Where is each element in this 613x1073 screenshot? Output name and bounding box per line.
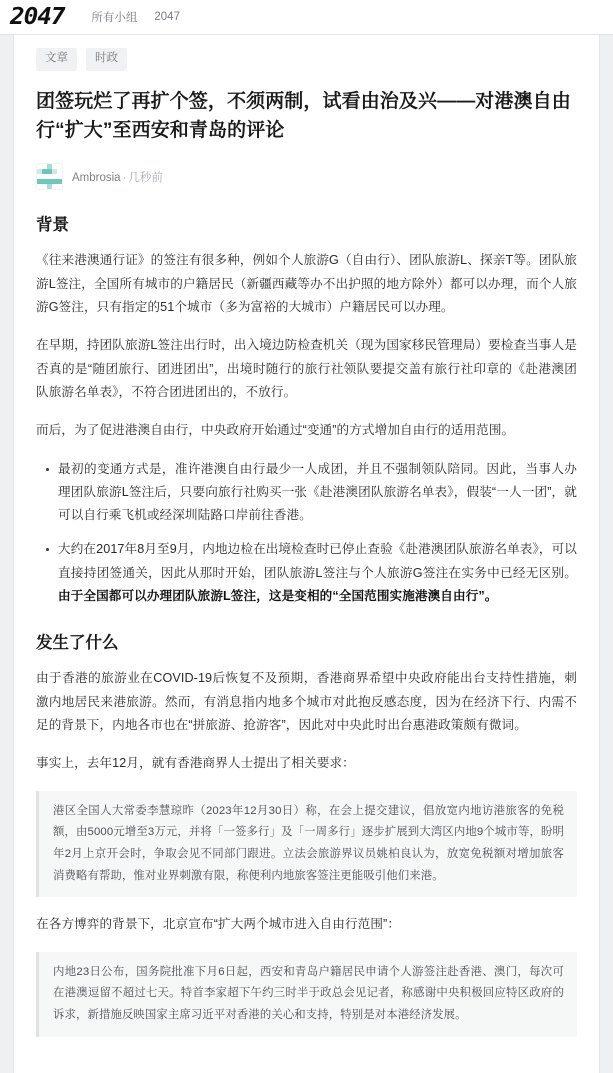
blockquote-text: 港区全国人大常委李慧琼昨（2023年12月30日）称，在会上提交建议，倡放宽内地访港旅客的免税额，由5000元增至3万元，并将「一签多行」及「一周多行」逐步扩展到大湾区内地9个城市等，盼明年2月上京开会时，争取会见不同部门跟进。立法会旅游界议员姚柏良认为，放宽免税额对增加旅客消费略有帮助，惟对业界刺激有限，称便利内地旅客签注更能吸引他们来港。 xyxy=(53,804,564,882)
author-name[interactable]: Ambrosia xyxy=(72,171,121,184)
byline xyxy=(36,163,577,190)
site-logo[interactable]: 2047 xyxy=(10,3,65,30)
tag-politics[interactable]: 时政 xyxy=(86,48,127,71)
tag-article[interactable]: 文章 xyxy=(36,48,77,71)
blockquote xyxy=(36,791,577,898)
page-title: 团签玩烂了再扩个签，不须两制，试看由治及兴——对港澳自由行“扩大”至西安和青岛的评论 xyxy=(36,90,571,141)
article-card xyxy=(13,35,600,1073)
paragraph: 事实上，去年12月，就有香港商界人士提出了相关要求： xyxy=(36,756,355,771)
paragraph: 在早期，持团队旅游L签注出行时，出入境边防检查机关（现为国家移民管理局）要检查当事人是否真的是“随团旅行、团进团出”，出境时随行的旅行社领队要提交盖有旅行社印章的《赴港澳团队旅游名单表》，不符合团进团出的，不放行。 xyxy=(36,338,577,399)
avatar[interactable] xyxy=(36,163,63,190)
tag-row xyxy=(36,48,577,71)
list-item xyxy=(58,538,577,608)
nav-links xyxy=(91,9,180,25)
section-heading-what-happened: 发生了什么 xyxy=(36,634,119,653)
list-item-text: 最初的变通方式是，准许港澳自由行最少一人成团，并且不强制领队陪同。因此，当事人办理团队旅游L签注后，只要向旅行社购买一张《赴港澳团队旅游名单表》，假装“一人一团”，就可以自行乘飞机或经深圳陆路口岸前往香港。 xyxy=(58,461,577,523)
nav-link-2047[interactable]: 2047 xyxy=(154,11,180,23)
paragraph: 《往来港澳通行证》的签注有很多种，例如个人旅游G（自由行）、团队旅游L、探亲T等。团队旅游L签注，全国所有城市的户籍居民（新疆西藏等办不出护照的地方除外）都可以办理，而个人旅游G签注，只有指定的51个城市（多为富裕的大城市）户籍居民可以办理。 xyxy=(36,253,577,315)
section-heading-background: 背景 xyxy=(36,216,69,235)
list-item-emphasis: 由于全国都可以办理团队旅游L签注，这是变相的“全国范围实施港澳自由行”。 xyxy=(58,589,498,604)
nav-link-all-groups[interactable]: 所有小组 xyxy=(91,12,138,24)
list-item xyxy=(58,458,577,528)
identicon-icon xyxy=(37,164,62,189)
paragraph: 在各方博弈的背景下，北京宣布“扩大两个城市进入自由行范围”： xyxy=(36,917,401,932)
bullet-list xyxy=(36,458,577,609)
list-item-text: 大约在2017年8月至9月，内地边检在出境检查时已停止查验《赴港澳团队旅游名单表》，可以直接持团签通关，因此从那时开始，团队旅游L签注与个人旅游G签注在实务中已经无区别。 xyxy=(58,542,577,580)
top-navbar xyxy=(0,0,613,35)
page-wrapper xyxy=(0,35,613,1021)
paragraph: 由于香港的旅游业在COVID-19后恢复不及预期，香港商界希望中央政府能出台支持性措施，刺激内地居民来港旅游。然而，有消息指内地多个城市对此抱反感态度，因为在经济下行、内需不足的背景下，内地各市也在“拼旅游、抢游客”，因此对中央此时出台惠港政策颇有微词。 xyxy=(36,671,577,733)
byline-text xyxy=(72,169,163,185)
post-time: 几秒前 xyxy=(128,171,163,184)
blockquote xyxy=(36,952,577,1037)
blockquote-text: 内地23日公布，国务院批准下月6日起，西安和青岛户籍居民申请个人游签注赴香港、澳门，每次可在港澳逗留不超过七天。特首李家超下午约三时半于政总会见记者，称感谢中央积极回应特区政府的诉求，新措施反映国家主席习近平对香港的关心和支持，特别是对本港经济发展。 xyxy=(53,965,564,1021)
byline-separator: · xyxy=(122,171,127,184)
paragraph: 而后，为了促进港澳自由行，中央政府开始通过“变通”的方式增加自由行的适用范围。 xyxy=(36,423,515,438)
